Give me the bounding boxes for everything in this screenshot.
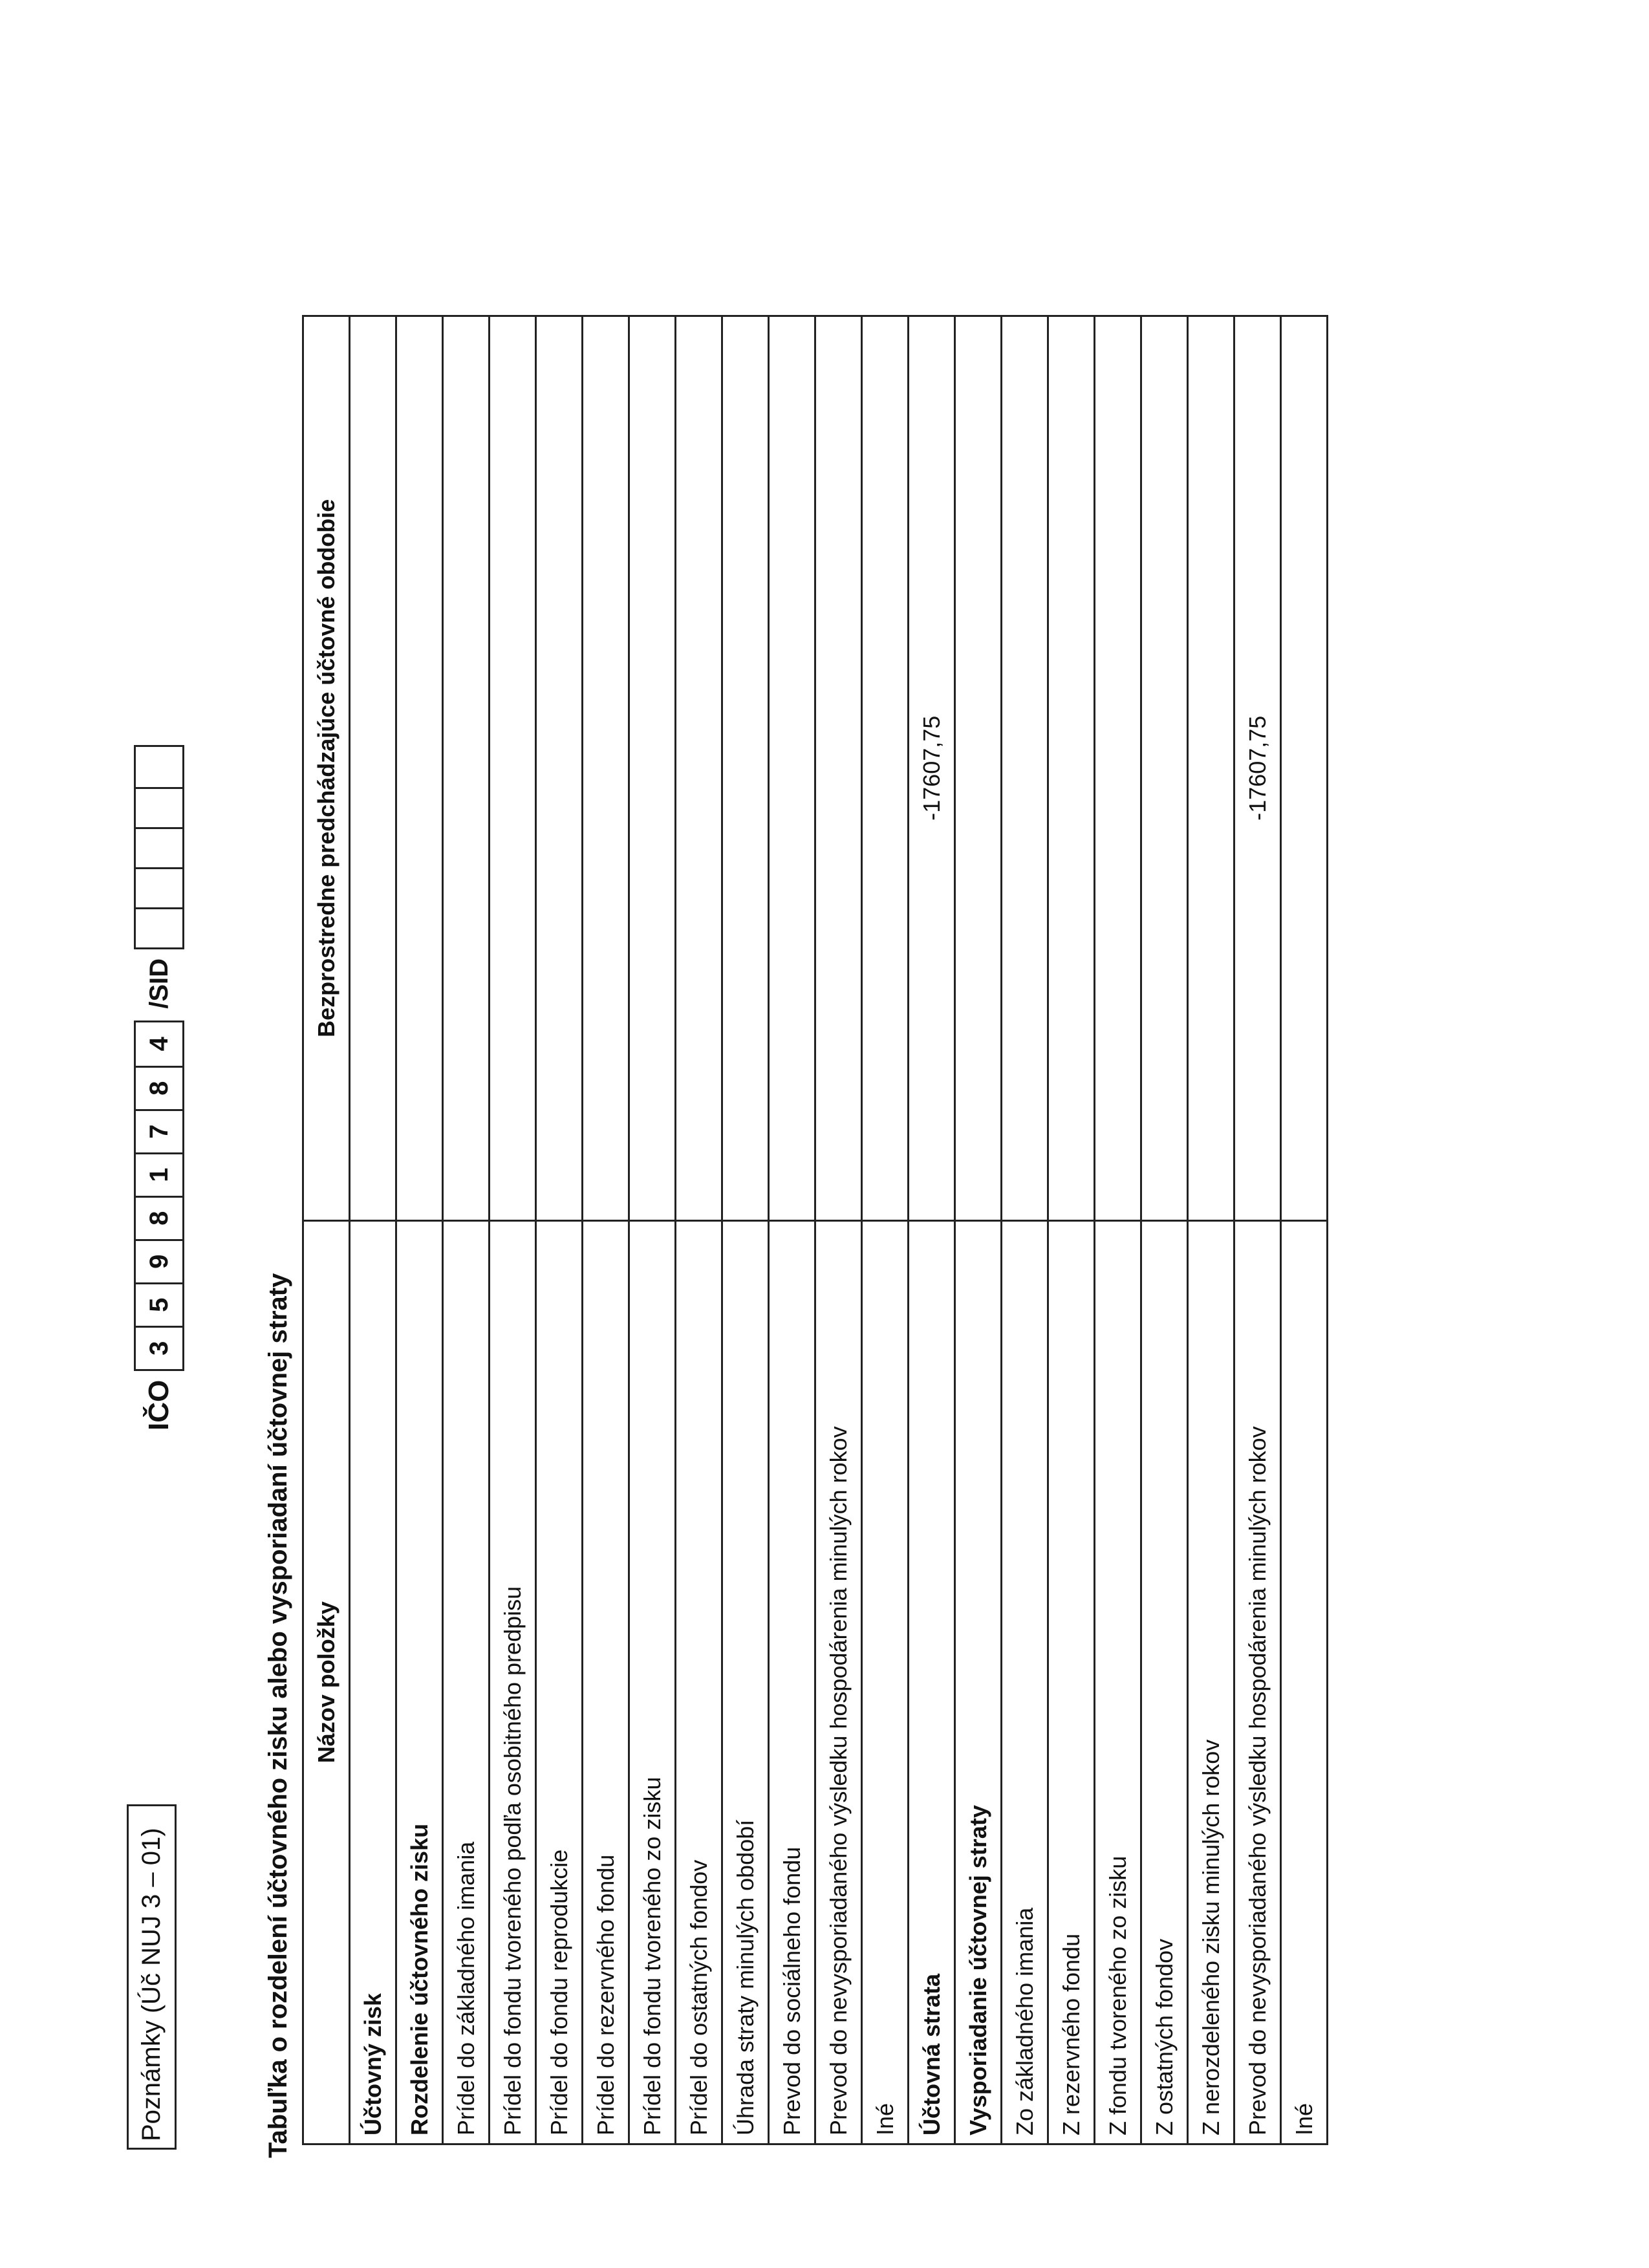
header-previous-period: Bezprostredne predchádzajúce účtovné obdobie: [303, 316, 350, 1221]
row-value: [396, 316, 443, 1221]
ico-digit: 9: [136, 1239, 182, 1282]
row-value: [443, 316, 490, 1221]
table-header-row: [303, 316, 350, 2144]
row-value: [769, 316, 815, 1221]
row-value: [862, 316, 909, 1221]
ico-digits: [134, 1021, 184, 1371]
ico-digit: 4: [144, 1037, 173, 1052]
header-item-name: Názov položky: [303, 1220, 350, 2144]
row-value: [583, 316, 629, 1221]
row-name: Úhrada straty minulých období: [722, 1220, 769, 2144]
ico-field: [129, 745, 189, 1431]
row-value: [1141, 316, 1188, 1221]
ico-digit: 1: [136, 1152, 182, 1196]
row-value: [1188, 316, 1234, 1221]
row-value: [955, 316, 1002, 1221]
row-name: Zo základného imania: [1002, 1220, 1048, 2144]
sid-box: [136, 867, 182, 907]
row-name: Prídel do rezervného fondu: [583, 1220, 629, 2144]
row-name: Účtovná strata: [909, 1220, 955, 2144]
table-row: [1234, 316, 1281, 2144]
row-name: Iné: [1281, 1220, 1328, 2144]
ico-digit: 8: [136, 1196, 182, 1239]
table-row: [1002, 316, 1048, 2144]
row-value: [1095, 316, 1141, 1221]
row-value: [1048, 316, 1095, 1221]
row-name: Prídel do fondu tvoreného podľa osobitného predpisu: [490, 1220, 536, 2144]
row-value: [350, 316, 396, 1221]
table-row: [1281, 316, 1328, 2144]
profit-loss-table: [302, 315, 1328, 2145]
row-name: Rozdelenie účtovného zisku: [396, 1220, 443, 2144]
table-row: [955, 316, 1002, 2144]
ico-digit: 8: [136, 1066, 182, 1109]
row-value: [536, 316, 583, 1221]
row-name: Iné: [862, 1220, 909, 2144]
sid-box: [136, 907, 182, 947]
table-row: [1188, 316, 1234, 2144]
table-row: [769, 316, 815, 2144]
table-row: [536, 316, 583, 2144]
sid-box: [136, 747, 182, 787]
table-row: [909, 316, 955, 2144]
row-value: [490, 316, 536, 1221]
row-name: Prídel do fondu reprodukcie: [536, 1220, 583, 2144]
table-row: [862, 316, 909, 2144]
row-name: Prídel do základného imania: [443, 1220, 490, 2144]
row-name: Prídel do fondu tvoreného zo zisku: [629, 1220, 676, 2144]
table-row: [815, 316, 862, 2144]
table-row: [443, 316, 490, 2144]
row-name: Vysporiadanie účtovnej straty: [955, 1220, 1002, 2144]
sid-box: [136, 787, 182, 827]
sid-label: /SID: [144, 958, 173, 1009]
row-name: Prevod do nevysporiadaného výsledku hospodárenia minulých rokov: [815, 1220, 862, 2144]
table-row: [350, 316, 396, 2144]
row-name: Prídel do ostatných fondov: [676, 1220, 722, 2144]
row-name: Prevod do nevysporiadaného výsledku hospodárenia minulých rokov: [1234, 1220, 1281, 2144]
ico-digit: 3: [136, 1326, 182, 1369]
table-row: [722, 316, 769, 2144]
row-value: [722, 316, 769, 1221]
table-row: [490, 316, 536, 2144]
table-row: [396, 316, 443, 2144]
row-value: [1002, 316, 1048, 1221]
row-value: [676, 316, 722, 1221]
row-value: [815, 316, 862, 1221]
row-name: Z ostatných fondov: [1141, 1220, 1188, 2144]
table-title: Tabuľka o rozdelení účtovného zisku alebo vysporiadaní účtovnej straty: [264, 1273, 292, 2158]
sid-box: [136, 827, 182, 867]
ico-digit: 5: [136, 1282, 182, 1326]
table-row: [583, 316, 629, 2144]
sid-boxes: [134, 745, 184, 949]
row-name: Z fondu tvoreného zo zisku: [1095, 1220, 1141, 2144]
row-value: [1281, 316, 1328, 1221]
table-row: [1048, 316, 1095, 2144]
table-row: [676, 316, 722, 2144]
table-row: [1095, 316, 1141, 2144]
table-row: [629, 316, 676, 2144]
row-name: Z nerozdeleného zisku minulých rokov: [1188, 1220, 1234, 2144]
ico-digit: 7: [136, 1109, 182, 1152]
row-name: Z rezervného fondu: [1048, 1220, 1095, 2144]
notes-label: Poznámky (Úč NUJ 3 – 01): [137, 1828, 166, 2141]
notes-label-box: [127, 1804, 177, 2150]
row-name: Prevod do sociálneho fondu: [769, 1220, 815, 2144]
table-row: [1141, 316, 1188, 2144]
row-value: [629, 316, 676, 1221]
ico-label: IČO: [143, 1379, 175, 1431]
row-value: -17607,75: [909, 316, 955, 1221]
row-value: -17607,75: [1234, 316, 1281, 1221]
row-name: Účtovný zisk: [350, 1220, 396, 2144]
